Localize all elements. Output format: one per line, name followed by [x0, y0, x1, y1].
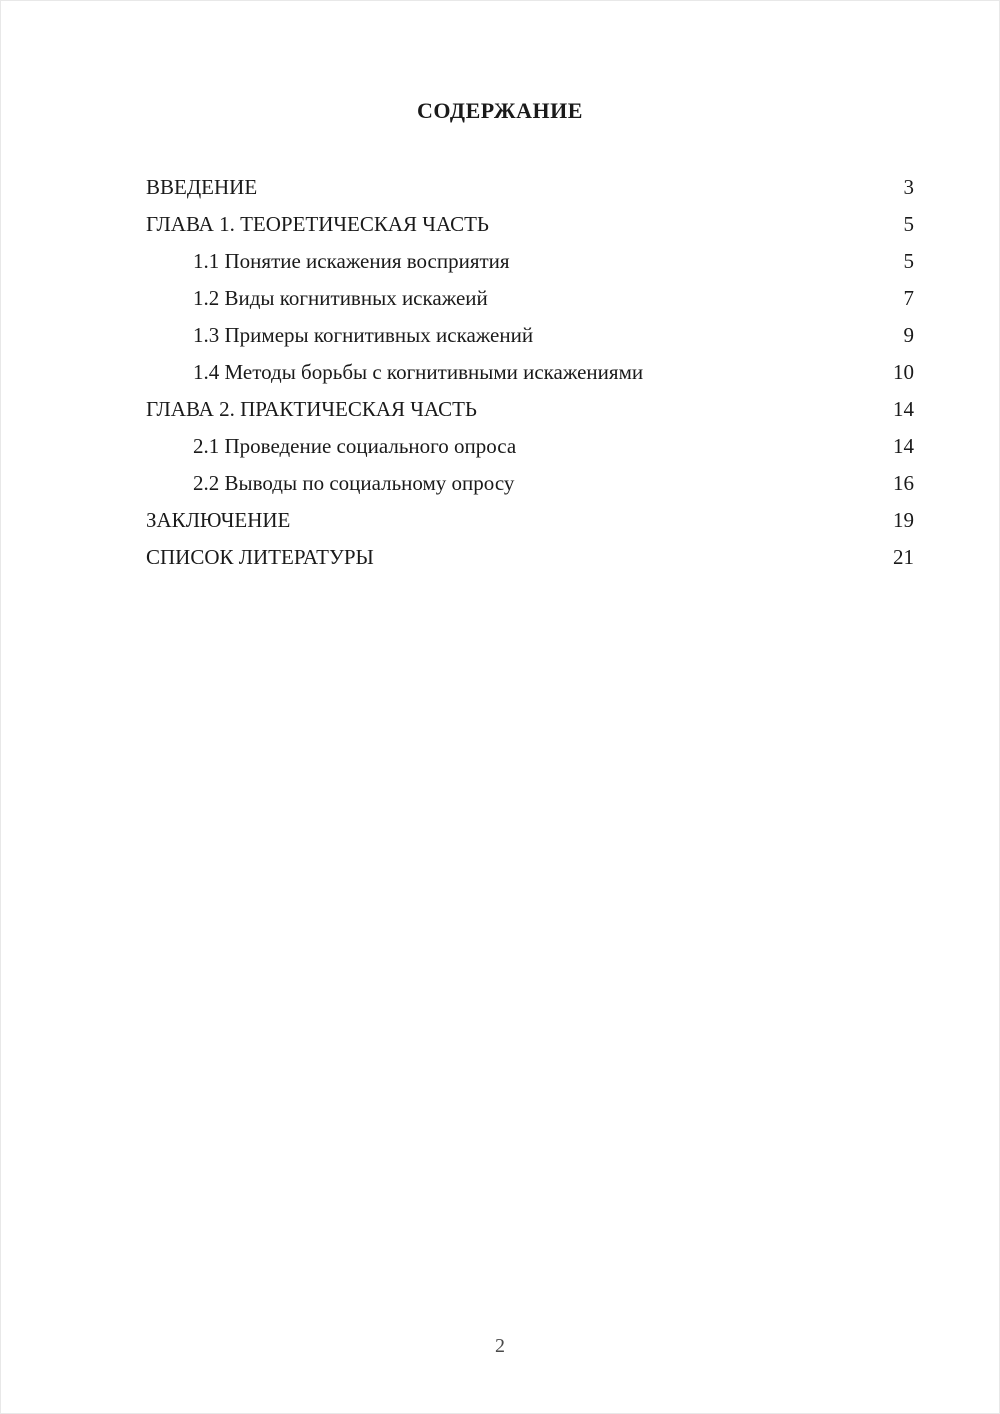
toc-entry-label: СПИСОК ЛИТЕРАТУРЫ [146, 545, 374, 569]
toc-entry-label: 1.1 Понятие искажения восприятия [193, 249, 510, 273]
table-of-contents [1, 169, 999, 576]
toc-entry-label: 2.2 Выводы по социальному опросу [193, 471, 515, 495]
toc-entry [146, 206, 914, 243]
toc-entry-page-number: 10 [893, 360, 914, 384]
toc-entry-page-number: 14 [893, 434, 914, 458]
toc-entry-label: ВВЕДЕНИЕ [146, 175, 258, 199]
toc-entry-page-number: 9 [903, 323, 914, 347]
toc-entry [146, 428, 914, 465]
toc-entry [146, 169, 914, 206]
toc-entry [146, 243, 914, 280]
toc-entry-label: ЗАКЛЮЧЕНИЕ [146, 508, 291, 532]
toc-entry-page-number: 7 [903, 286, 914, 310]
toc-entry-page-number: 5 [903, 249, 914, 273]
page-title: СОДЕРЖАНИЕ [417, 98, 583, 123]
toc-entry-page-number: 14 [893, 397, 914, 421]
toc-entry-label: 1.4 Методы борьбы с когнитивными искажениями [193, 360, 644, 384]
toc-entry [146, 539, 914, 576]
toc-entry-page-number: 5 [903, 212, 914, 236]
toc-entry-label: 1.2 Виды когнитивных искажеий [193, 286, 488, 310]
toc-entry [146, 280, 914, 317]
toc-entry-label: ГЛАВА 1. ТЕОРЕТИЧЕСКАЯ ЧАСТЬ [146, 212, 489, 236]
toc-entry [146, 391, 914, 428]
page-number-footer: 2 [495, 1335, 505, 1357]
toc-entry-page-number: 16 [893, 471, 914, 495]
toc-entry-page-number: 19 [893, 508, 914, 532]
toc-entry-label: 2.1 Проведение социального опроса [193, 434, 517, 458]
toc-entry-label: 1.3 Примеры когнитивных искажений [193, 323, 534, 347]
toc-entry-page-number: 21 [893, 545, 914, 569]
toc-entry-page-number: 3 [903, 175, 914, 199]
toc-entry [146, 354, 914, 391]
toc-entry [146, 465, 914, 502]
toc-entry [146, 502, 914, 539]
toc-entry [146, 317, 914, 354]
toc-entry-label: ГЛАВА 2. ПРАКТИЧЕСКАЯ ЧАСТЬ [146, 397, 477, 421]
